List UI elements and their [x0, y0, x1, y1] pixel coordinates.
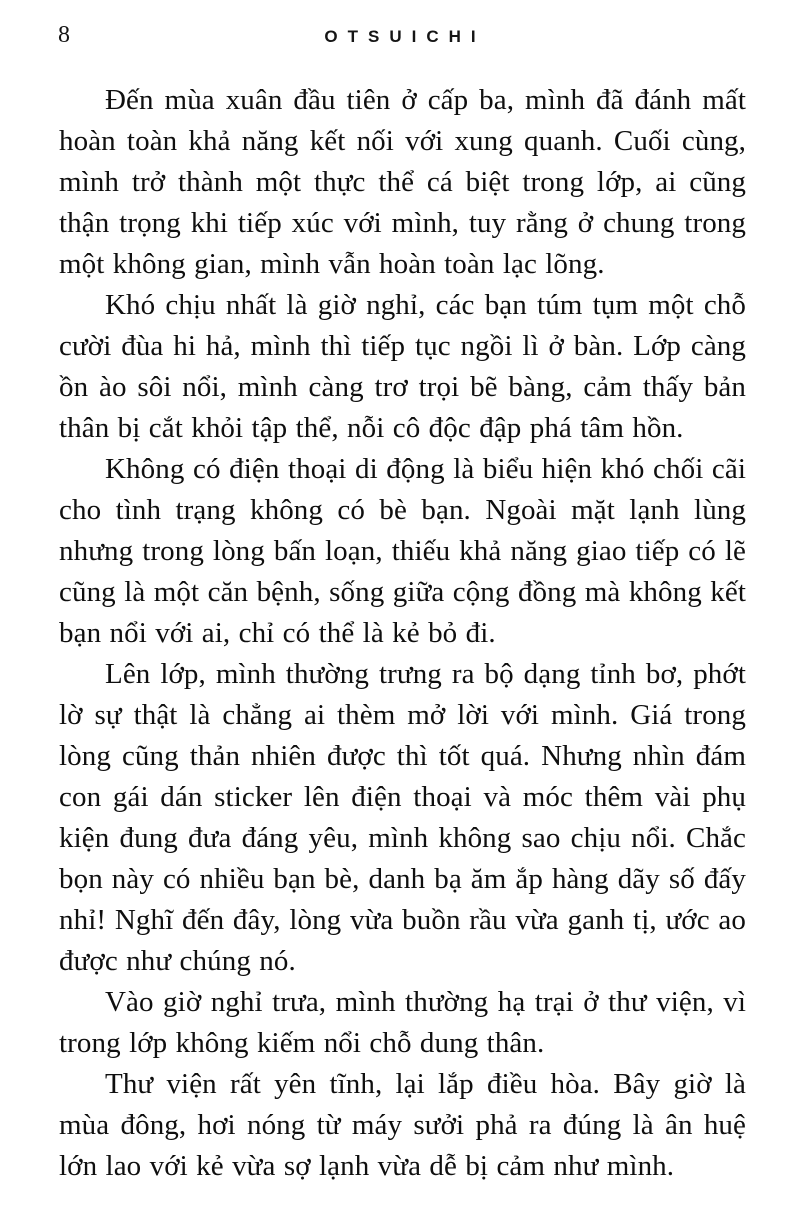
paragraph: Khó chịu nhất là giờ nghỉ, các bạn túm tụm một chỗ cười đùa hi hả, mình thì tiếp tục ngồi lì ở bàn. Lớp càng ồn ào sôi nổi, mình càng trơ trọi bẽ bàng, cảm thấy bản thân bị cắt khỏi tập thể, nỗi cô độc đập phá tâm hồn.	[59, 289, 746, 444]
running-header	[0, 22, 800, 52]
page-number: 8	[58, 22, 70, 48]
paragraph: Vào giờ nghỉ trưa, mình thường hạ trại ở thư viện, vì trong lớp không kiếm nổi chỗ dung thân.	[59, 986, 746, 1059]
text-body	[59, 80, 746, 1187]
paragraph: Không có điện thoại di động là biểu hiện khó chối cãi cho tình trạng không có bè bạn. Ngoài mặt lạnh lùng nhưng trong lòng bấn loạn, thiếu khả năng giao tiếp có lẽ cũng là một căn bệnh, sống giữa cộng đồng mà không kết bạn nổi với ai, chỉ có thể là kẻ bỏ đi.	[59, 453, 746, 649]
paragraph: Thư viện rất yên tĩnh, lại lắp điều hòa. Bây giờ là mùa đông, hơi nóng từ máy sưởi phả ra đúng là ân huệ lớn lao với kẻ vừa sợ lạnh vừa dễ bị cảm như mình.	[59, 1068, 746, 1182]
paragraph: Lên lớp, mình thường trưng ra bộ dạng tỉnh bơ, phớt lờ sự thật là chẳng ai thèm mở lời với mình. Giá trong lòng cũng thản nhiên được thì tốt quá. Nhưng nhìn đám con gái dán sticker lên điện thoại và móc thêm vài phụ kiện đung đưa đáng yêu, mình không sao chịu nổi. Chắc bọn này có nhiều bạn bè, danh bạ ăm ắp hàng dãy số đấy nhỉ! Nghĩ đến đây, lòng vừa buồn rầu vừa ganh tị, ước ao được như chúng nó.	[59, 658, 746, 977]
paragraph: Đến mùa xuân đầu tiên ở cấp ba, mình đã đánh mất hoàn toàn khả năng kết nối với xung quanh. Cuối cùng, mình trở thành một thực thể cá biệt trong lớp, ai cũng thận trọng khi tiếp xúc với mình, tuy rằng ở chung trong một không gian, mình vẫn hoàn toàn lạc lõng.	[59, 84, 746, 280]
running-title: OTSUICHI	[324, 27, 486, 46]
